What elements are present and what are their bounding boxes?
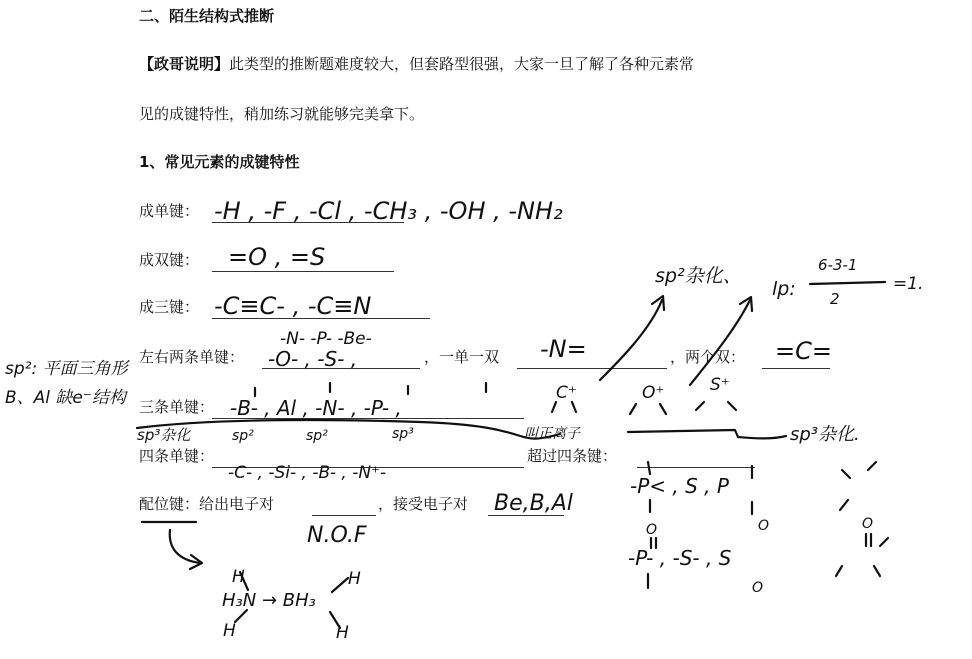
label-four-single: 四条单键： [139, 447, 215, 465]
note-line-2: 见的成键特性，稍加练习就能够完美拿下。 [139, 105, 425, 123]
bond-n-h-top [240, 572, 248, 590]
note-line-1 [139, 57, 694, 72]
hw-o-s-bottom: O [752, 580, 764, 596]
blank-over-four [637, 467, 755, 468]
stub-s3-a [836, 566, 842, 576]
hw-three-single: -B- , Al , -N- , -P- , [230, 396, 402, 420]
stub-p1-top [648, 462, 650, 474]
label-coord-accept: ，接受电子对 [378, 495, 469, 513]
blank-double-bond [212, 271, 394, 272]
label-coord-give: 配位键：给出电子对 [139, 495, 275, 513]
stub-p2-a [842, 470, 850, 478]
hw-sp2-note-2: B、Al 缺e⁻结构 [5, 388, 126, 408]
section-heading: 二、陌生结构式推断 [139, 7, 275, 25]
tick-s-b [728, 402, 736, 410]
label-single-bond: 成单键： [139, 202, 200, 220]
hw-h-top-right: H [348, 569, 361, 589]
bond-b-h-bottom [330, 612, 340, 628]
hw-hybrid-sp3: sp³ [392, 426, 414, 442]
hw-acceptors: Be,B,Al [494, 491, 573, 516]
arrowhead-sp2 [652, 296, 664, 310]
hw-o-s2: O [862, 516, 874, 532]
hw-cation-c: C⁺ [556, 383, 577, 403]
hw-one-single-one-double: -N= [540, 335, 587, 363]
subheading: 1、常见元素的成键特性 [139, 153, 300, 171]
label-double-bond: 成双键： [139, 251, 200, 269]
hw-over-four-row2: -P- , -S- , S [628, 546, 732, 570]
hw-carbocation-label: 叫正离子 [524, 426, 580, 442]
hw-sp2-hybrid-top: sp²杂化、 [655, 265, 742, 287]
label-triple-bond: 成三键： [139, 298, 200, 316]
hw-double-bonds: =O , =S [228, 243, 326, 271]
tick-c-b [572, 402, 576, 412]
hw-sp3-hybrid-right: sp³杂化. [790, 424, 860, 445]
arrowhead-lp [740, 297, 752, 311]
blank-triple-bond [212, 318, 430, 319]
hw-complex: H₃N → BH₃ [222, 590, 316, 611]
blank-two-double [762, 368, 830, 369]
stub-s3-c [880, 538, 888, 546]
label-three-single: 三条单键： [139, 398, 215, 416]
curve-underline-sp3 [137, 420, 560, 439]
blank-one-single-one-double [517, 368, 667, 369]
hw-sp3-hybrid-left: sp³杂化 [137, 426, 191, 444]
hw-h-bottom-left: H [223, 621, 236, 641]
hw-two-single-top: -N- -P- -Be- [280, 329, 372, 349]
lp-fraction-bar [810, 282, 885, 284]
tick-o-b [660, 404, 666, 414]
note-text-1: 此类型的推断题难度较大，但套路型很强，大家一旦了解了各种元素常 [229, 55, 695, 73]
hw-over-four-row1: -P< , S , P [630, 474, 729, 498]
hw-lp-denominator: 2 [830, 290, 840, 308]
hw-hybrid-sp2-b: sp² [306, 428, 328, 444]
blank-two-single [262, 368, 420, 369]
hw-single-bonds: -H , -F , -Cl , -CH₃ , -OH , -NH₂ [214, 197, 563, 225]
hw-two-single: -O- , -S- , [268, 347, 358, 371]
hw-cation-o: O⁺ [642, 383, 665, 403]
hw-triple-bonds: -C≡C- , -C≡N [214, 292, 372, 320]
hw-four-single: -C- , -Si- , -B- , -N⁺- [228, 463, 387, 483]
note-tag: 【政哥说明】 [139, 55, 230, 73]
hw-two-double: =C= [775, 337, 832, 365]
arrow-coord-example [170, 530, 200, 563]
stub-p2-c [840, 500, 848, 510]
stub-p2-b [868, 462, 876, 470]
hw-h-top-left: H [232, 567, 245, 587]
blank-coord-give [312, 515, 376, 516]
label-two-double: ，两个双： [670, 348, 746, 366]
hw-o-p: O [646, 522, 658, 538]
stub-s3-b [874, 566, 880, 576]
hw-o-s-top: O [758, 518, 770, 534]
hw-lp-formula: lp: [772, 278, 796, 300]
tick-s-a [696, 402, 704, 410]
hw-lp-numerator: 6-3-1 [818, 256, 858, 274]
tick-o-a [630, 404, 636, 414]
hw-h-bottom-right: H [336, 623, 349, 643]
blank-three-single [212, 418, 524, 419]
hw-hybrid-sp2-a: sp² [232, 428, 254, 444]
bond-b-h-top [332, 578, 348, 592]
hw-lp-result: =1. [893, 274, 924, 294]
tick-c-a [552, 402, 556, 412]
label-one-single-one-double: ，一单一双 [424, 348, 500, 366]
bond-n-h-bottom [235, 610, 247, 622]
hw-donors: N.O.F [307, 523, 367, 548]
blank-coord-accept [488, 515, 564, 516]
arrow-to-lp [690, 300, 750, 385]
hw-cation-s: S⁺ [710, 375, 730, 395]
label-over-four: 超过四条键： [527, 447, 618, 465]
arrowhead-coord [190, 555, 202, 569]
underline-short-right [628, 430, 738, 437]
label-two-single: 左右两条单键： [139, 348, 245, 366]
blank-single-bond [212, 222, 404, 223]
arrow-to-sp3-label [738, 436, 786, 438]
hw-sp2-note-1: sp²: 平面三角形 [5, 359, 128, 379]
blank-four-single [212, 467, 524, 468]
